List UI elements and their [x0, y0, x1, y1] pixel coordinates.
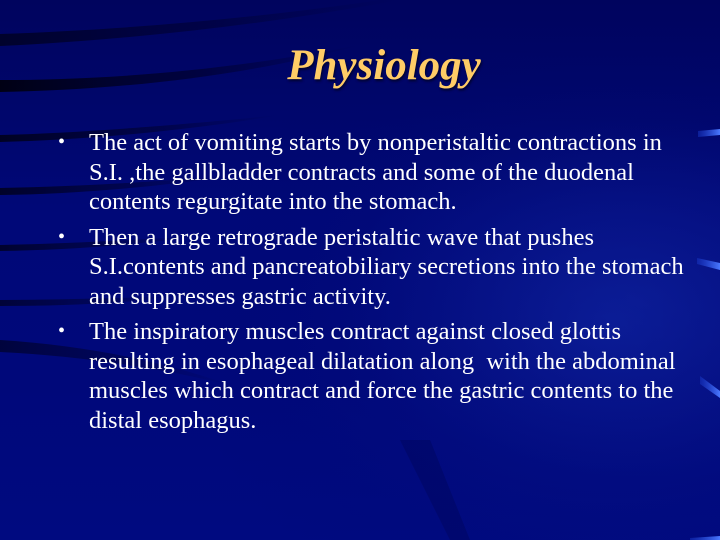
- bullet-item: [58, 128, 698, 217]
- bullet-text: The act of vomiting starts by nonperistaltic contractions in S.I. ,the gallbladder contracts and some of the duodenal contents regurgitate into the stomach.: [89, 129, 669, 215]
- bullet-dot-icon: •: [58, 225, 66, 248]
- bullet-list: [58, 128, 698, 441]
- bullet-dot-icon: •: [58, 131, 66, 153]
- slide-title: Physiology: [287, 42, 481, 89]
- bullet-text: Then a large retrograde peristaltic wave that pushes S.I.contents and pancreatobiliary secretions into the stomach and suppresses gastric activity.: [89, 223, 690, 310]
- bullet-text: The inspiratory muscles contract against closed glottis resulting in esophageal dilatation along with the abdominal muscles which contract and force the gastric contents to the distal esophagus.: [89, 318, 682, 434]
- bullet-dot-icon: •: [58, 320, 66, 342]
- bullet-item: [58, 317, 698, 435]
- bullet-item: [58, 223, 698, 312]
